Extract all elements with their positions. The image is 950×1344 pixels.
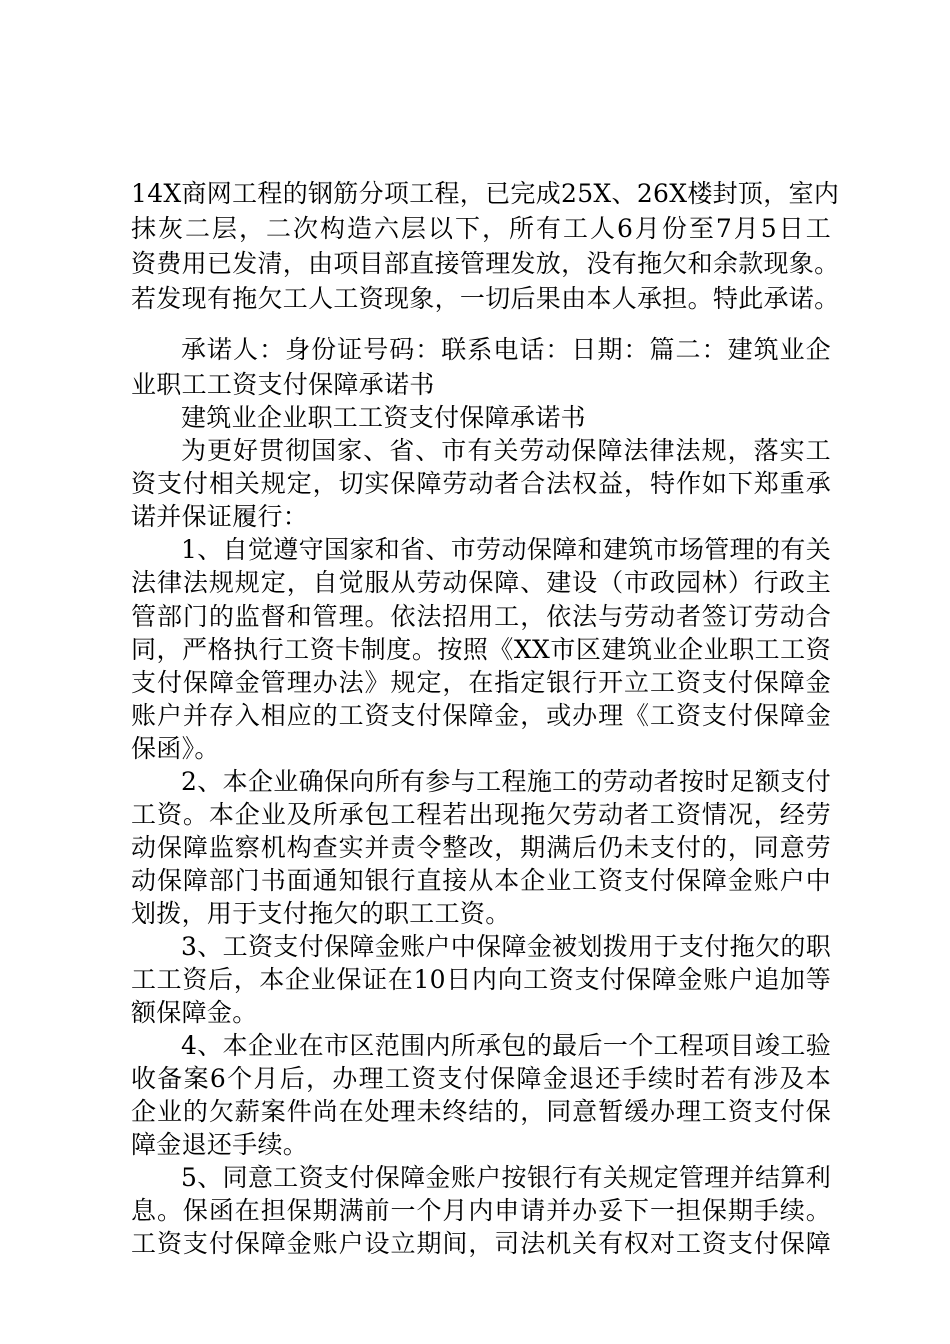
text-line: 承诺人：身份证号码：联系电话：日期：篇二：建筑业企 xyxy=(181,335,831,364)
text-line: 抹灰二层，二次构造六层以下，所有工人6月份至7月5日工 xyxy=(131,214,831,243)
text-line: 资费用已发清，由项目部直接管理发放，没有拖欠和余款现象。 xyxy=(131,249,840,278)
text-line: 划拨，用于支付拖欠的职工工资。 xyxy=(131,899,511,928)
text-line: 工资。本企业及所承包工程若出现拖欠劳动者工资情况，经劳 xyxy=(131,800,831,829)
text-line: 若发现有拖欠工人工资现象，一切后果由本人承担。特此承诺。 xyxy=(131,284,840,313)
text-line: 2、本企业确保向所有参与工程施工的劳动者按时足额支付 xyxy=(181,767,831,796)
text-line: 资支付相关规定，切实保障劳动者合法权益，特作如下郑重承 xyxy=(131,469,831,498)
text-line: 法律法规规定，自觉服从劳动保障、建设（市政园林）行政主 xyxy=(131,568,831,597)
text-line: 息。保函在担保期满前一个月内申请并办妥下一担保期手续。 xyxy=(131,1196,831,1225)
text-line: 管部门的监督和管理。依法招用工，依法与劳动者签订劳动合 xyxy=(131,602,831,631)
text-line: 诺并保证履行： xyxy=(131,502,309,531)
text-line: 额保障金。 xyxy=(131,998,258,1027)
text-line: 账户并存入相应的工资支付保障金，或办理《工资支付保障金 xyxy=(131,701,831,730)
text-line: 工工资后，本企业保证在10日内向工资支付保障金账户追加等 xyxy=(131,965,831,994)
text-line: 为更好贯彻国家、省、市有关劳动保障法律法规，落实工 xyxy=(181,436,831,465)
text-line: 4、本企业在市区范围内所承包的最后一个工程项目竣工验 xyxy=(181,1031,831,1060)
text-line: 动保障部门书面通知银行直接从本企业工资支付保障金账户中 xyxy=(131,866,831,895)
text-line: 动保障监察机构查实并责令整改，期满后仍未支付的，同意劳 xyxy=(131,833,831,862)
text-line: 收备案6个月后，办理工资支付保障金退还手续时若有涉及本 xyxy=(131,1064,831,1093)
text-line: 支付保障金管理办法》规定，在指定银行开立工资支付保障金 xyxy=(131,668,831,697)
text-line: 企业的欠薪案件尚在处理未终结的，同意暂缓办理工资支付保 xyxy=(131,1097,831,1126)
text-line: 3、工资支付保障金账户中保障金被划拨用于支付拖欠的职 xyxy=(181,932,831,961)
text-line: 5、同意工资支付保障金账户按银行有关规定管理并结算利 xyxy=(181,1163,831,1192)
text-line: 1、自觉遵守国家和省、市劳动保障和建筑市场管理的有关 xyxy=(181,535,831,564)
text-line: 业职工工资支付保障承诺书 xyxy=(131,370,435,399)
text-line: 同，严格执行工资卡制度。按照《XX市区建筑业企业职工工资 xyxy=(131,635,831,664)
section-title: 建筑业企业职工工资支付保障承诺书 xyxy=(181,403,586,432)
text-line: 保函》。 xyxy=(131,734,220,763)
text-line: 14X商网工程的钢筋分项工程，已完成25X、26X楼封顶，室内 xyxy=(131,179,840,208)
text-line: 工资支付保障金账户设立期间，司法机关有权对工资支付保障 xyxy=(131,1229,831,1258)
text-line: 障金退还手续。 xyxy=(131,1130,309,1159)
